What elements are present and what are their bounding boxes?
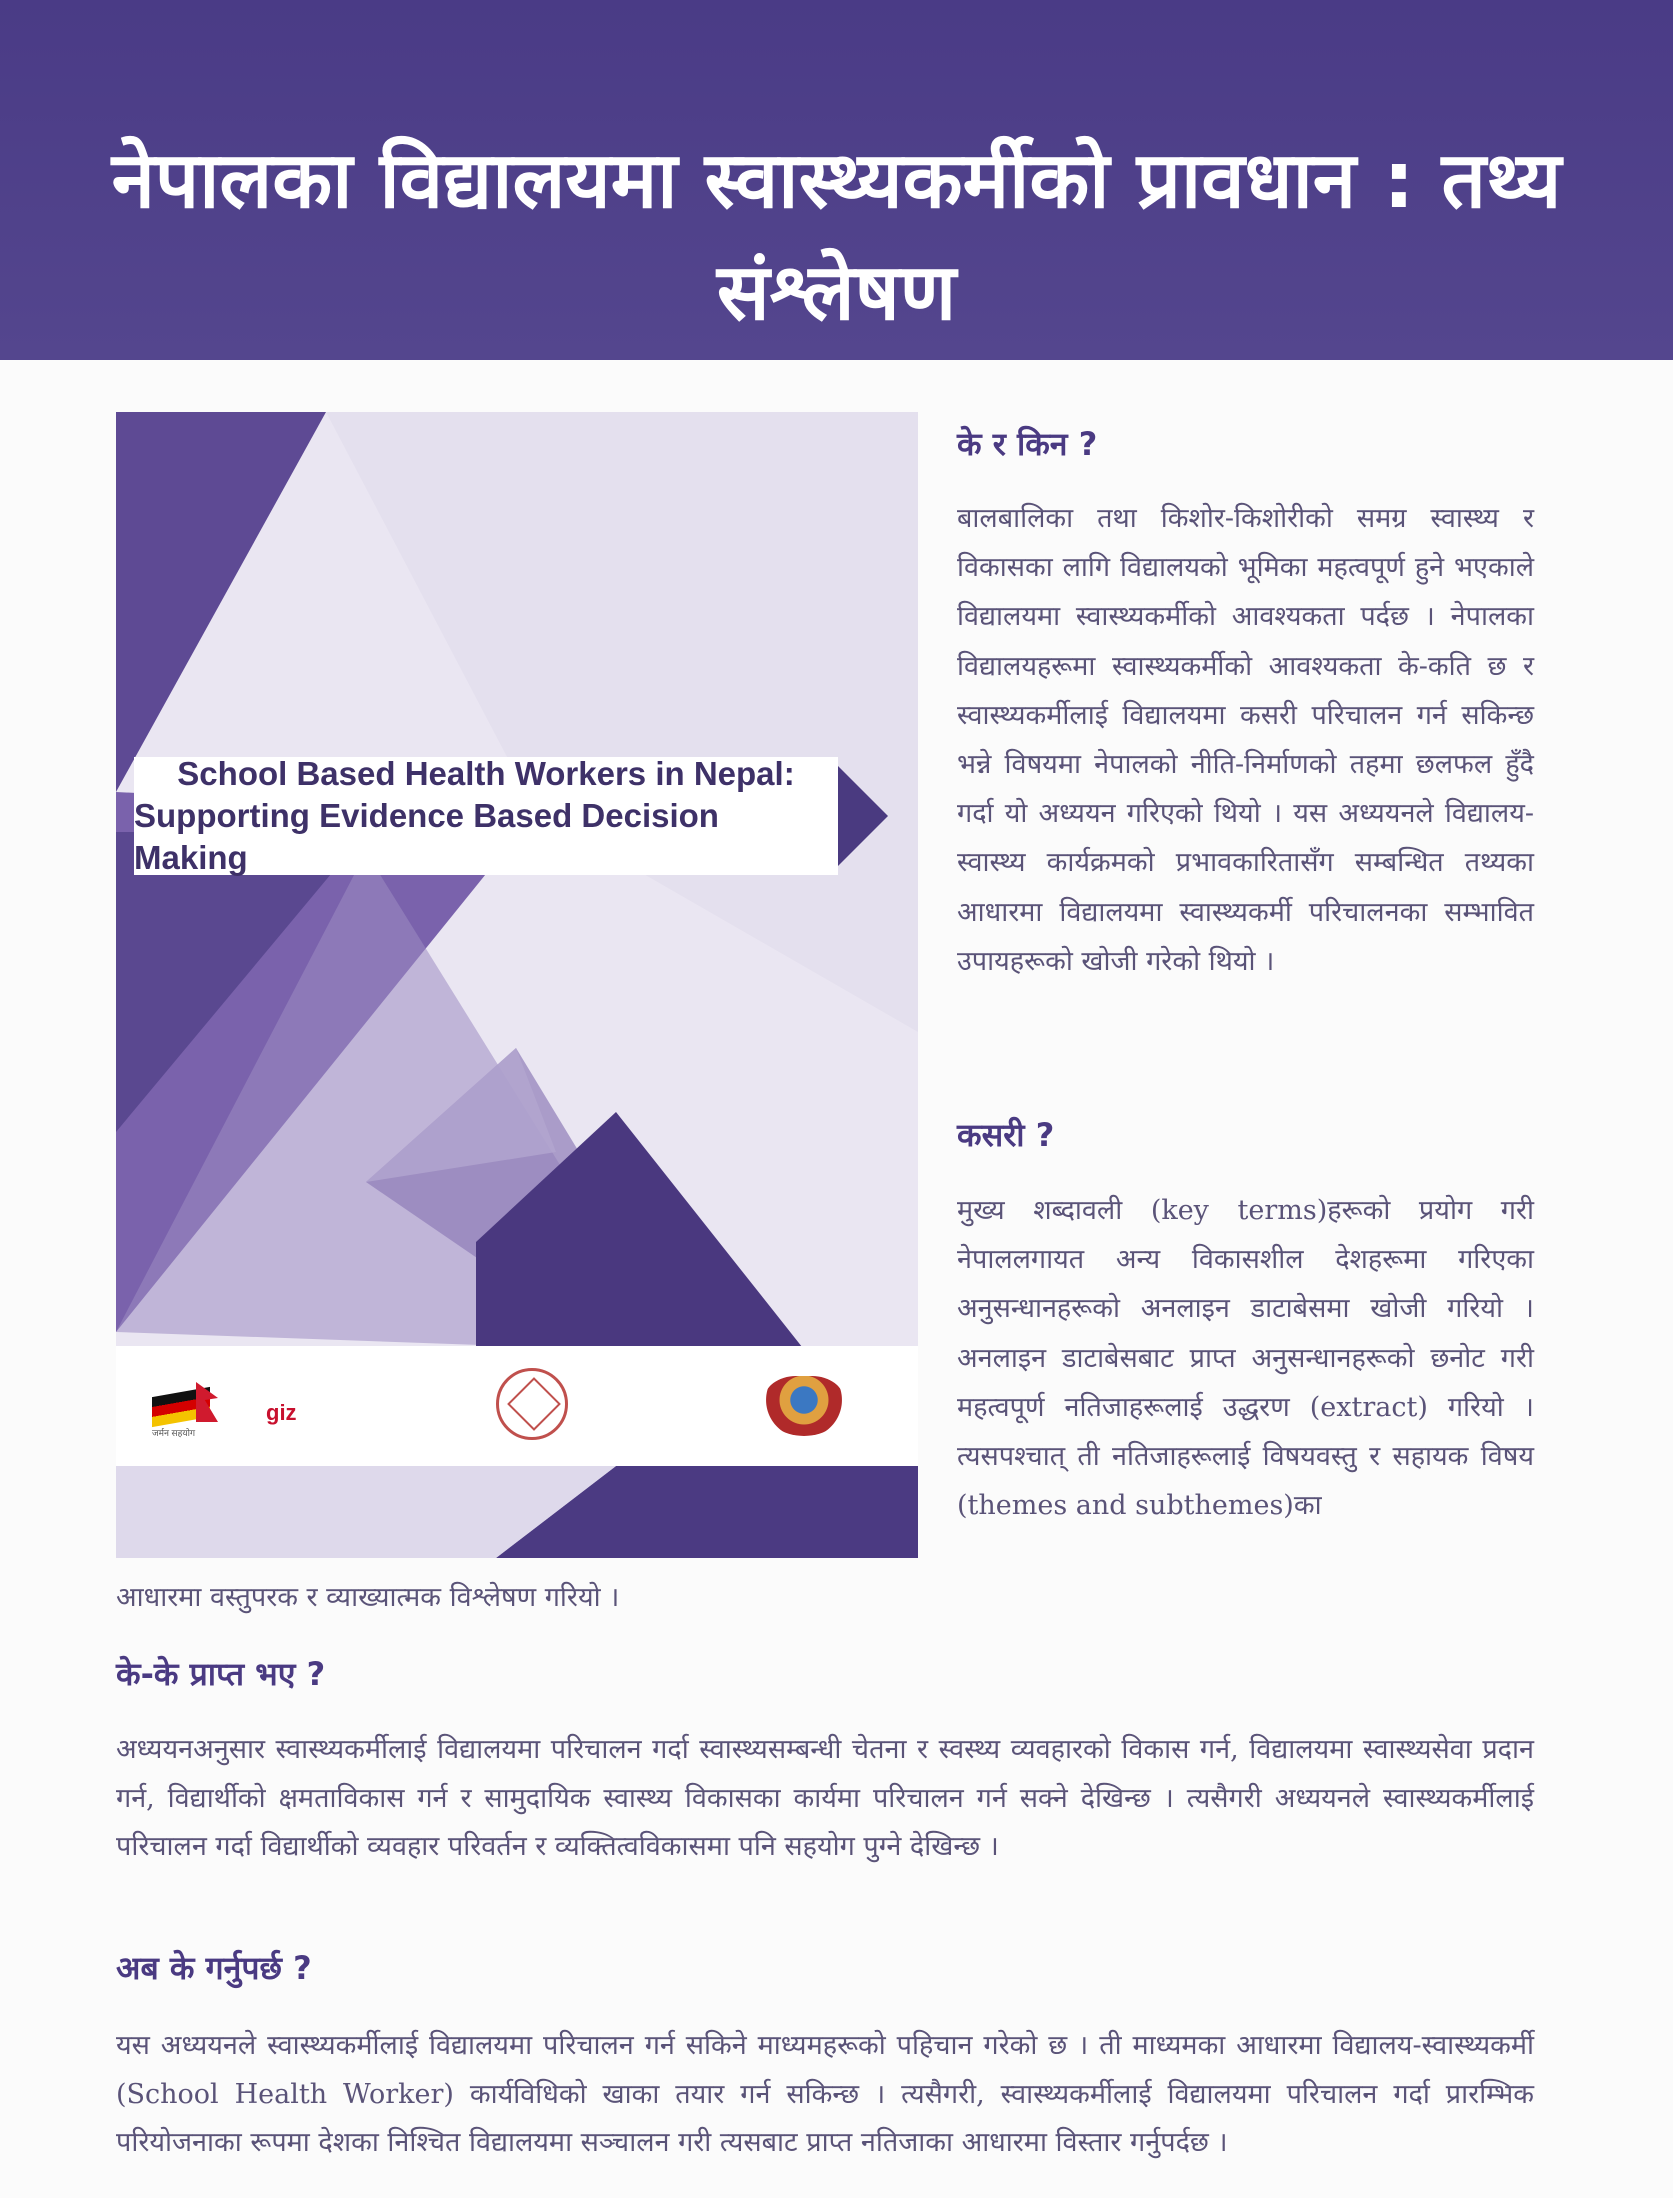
section-heading-how: कसरी ? xyxy=(957,1116,1055,1154)
cover-title-line1: School Based Health Workers in Nepal: xyxy=(177,755,795,792)
section-heading-what-why: के र किन ? xyxy=(957,425,1098,463)
title-banner xyxy=(0,0,1673,360)
section-body-how: मुख्य शब्दावली (key terms)हरूको प्रयोग गरी नेपाललगायत अन्य विकासशील देशहरूमा गरिएका अनुसन्धानहरूको अनलाइन डाटाबेसमा खोजी गरियो । अनलाइन डाटाबेसबाट प्राप्त अनुसन्धानहरूको छनोट गरी महत्वपूर्ण नतिजाहरूलाई उद्धरण (extract) गरियो । त्यसपश्चात् ती नतिजाहरूलाई विषयवस्तु र सहायक विषय (themes and subthemes)का xyxy=(957,1195,1534,1522)
cover-title-box xyxy=(134,757,838,875)
partner-logos-strip xyxy=(116,1346,918,1466)
section-body-findings: अध्ययनअनुसार स्वास्थ्यकर्मीलाई विद्यालयमा परिचालन गर्दा स्वास्थ्यसम्बन्धी चेतना र स्वस्थ्य व्यवहारको विकास गर्न, विद्यालयमा स्वास्थ्यसेवा प्रदान गर्न, विद्यार्थीको क्षमताविकास गर्न र सामुदायिक स्वास्थ्य विकासका कार्यमा परिचालन गर्न सक्ने देखिन्छ । त्यसैगरी अध्ययनले स्वास्थ्यकर्मीलाई परिचालन गर्दा विद्यार्थीको व्यवहार परिवर्तन र व्यक्तित्वविकासमा पनि सहयोग पुग्ने देखिन्छ । xyxy=(116,1734,1534,1862)
cover-title-line2: Supporting Evidence Based Decision Making xyxy=(134,797,719,876)
section-body-next-steps: यस अध्ययनले स्वास्थ्यकर्मीलाई विद्यालयमा परिचालन गर्न सकिने माध्यमहरूको पहिचान गरेको छ । ती माध्यमका आधारमा विद्यालय-स्वास्थ्यकर्मी (School Health Worker) कार्यविधिको खाका तयार गर्न सकिन्छ । त्यसैगरी, स्वास्थ्यकर्मीलाई विद्यालयमा परिचालन गर्दा प्रारम्भिक परियोजनाका रूपमा देशका निश्चित विद्यालयमा सञ्चालन गरी त्यसबाट प्राप्त नतिजाका आधारमा विस्तार गर्नुपर्दछ । xyxy=(116,2030,1534,2158)
giz-logo-small-print xyxy=(300,1400,356,1420)
german-cooperation-label: जर्मन सहयोग xyxy=(152,1428,196,1438)
page-title: नेपालका विद्यालयमा स्वास्थ्यकर्मीको प्रावधान : तथ्य संश्लेषण xyxy=(111,136,1562,338)
section-body-what-why: बालबालिका तथा किशोर-किशोरीको समग्र स्वास्थ्य र विकासका लागि विद्यालयको भूमिका महत्वपूर्ण हुने भएकाले विद्यालयमा स्वास्थ्यकर्मीको आवश्यकता पर्दछ । नेपालका विद्यालयहरूमा स्वास्थ्यकर्मीको आवश्यकता के-कति छ र स्वास्थ्यकर्मीलाई विद्यालयमा कसरी परिचालन गर्न सकिन्छ भन्ने विषयमा नेपालको नीति-निर्माणको तहमा छलफल हुँदै गर्दा यो अध्ययन गरिएको थियो । यस अध्ययनले विद्यालय-स्वास्थ्य कार्यक्रमको प्रभावकारितासँग सम्बन्धित तथ्यका आधारमा विद्यालयमा स्वास्थ्यकर्मी परिचालनका सम्भावित उपायहरूको खोजी गरेको थियो । xyxy=(957,503,1534,977)
section-heading-next-steps: अब के गर्नुपर्छ ? xyxy=(116,1949,312,1987)
triangle-arrow-icon xyxy=(838,766,888,866)
nhrc-seal-icon xyxy=(496,1368,568,1440)
report-cover-image xyxy=(116,412,918,1558)
nepal-government-emblem-icon xyxy=(764,1376,844,1436)
section-heading-findings: के-के प्राप्त भए ? xyxy=(116,1655,326,1693)
giz-logo: giz xyxy=(266,1400,297,1425)
section-body-how-continued: आधारमा वस्तुपरक र व्याख्यात्मक विश्लेषण गरियो । xyxy=(116,1582,620,1613)
